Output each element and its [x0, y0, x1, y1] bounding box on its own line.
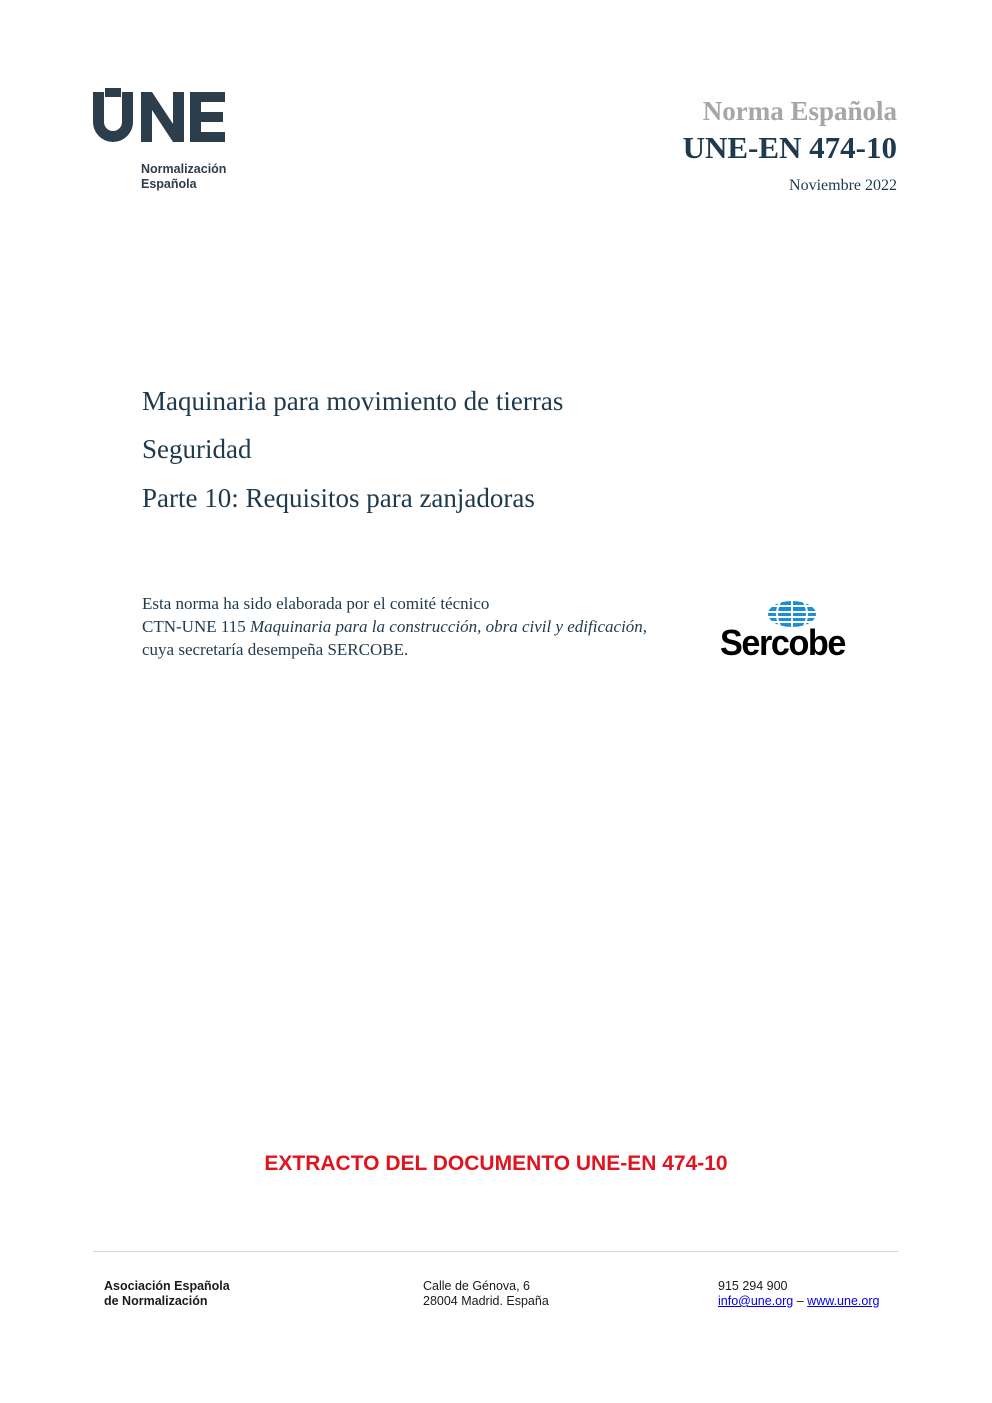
extract-banner: EXTRACTO DEL DOCUMENTO UNE-EN 474-10: [264, 1152, 728, 1175]
logo-subtitle-line1: Normalización: [141, 162, 227, 176]
footer-address: [423, 1279, 549, 1309]
title-line-1: Maquinaria para movimiento de tierras: [142, 386, 564, 416]
footer-phone: 915 294 900: [718, 1279, 788, 1293]
une-logo-mark: [93, 88, 228, 148]
committee-name: Maquinaria para la construcción, obra civil y edificación: [249, 617, 643, 636]
committee-code: CTN-UNE 115: [142, 617, 246, 636]
footer-org-line2: de Normalización: [104, 1294, 208, 1308]
publication-date: Noviembre 2022: [789, 177, 897, 194]
committee-text-1: Esta norma ha sido elaborada por el comité técnico: [142, 594, 490, 613]
title-line-3: Parte 10: Requisitos para zanjadoras: [142, 483, 535, 513]
sercobe-logo: [718, 600, 866, 662]
footer-contact: [718, 1279, 879, 1309]
title-line-2: Seguridad: [142, 434, 252, 464]
standard-code: UNE-EN 474-10: [682, 130, 897, 165]
logo-subtitle: [141, 162, 226, 192]
footer-org-line1: Asociación Española: [104, 1279, 230, 1293]
footer-divider: [93, 1251, 898, 1252]
footer-organization: [104, 1279, 230, 1309]
footer-email-link[interactable]: info@une.org: [718, 1294, 794, 1308]
sercobe-wordmark: Sercobe: [720, 622, 845, 663]
footer-address-line1: Calle de Génova, 6: [423, 1279, 531, 1293]
footer-address-line2: 28004 Madrid. España: [423, 1294, 549, 1308]
une-logo: [93, 88, 243, 198]
footer-web-link[interactable]: www.une.org: [807, 1294, 880, 1308]
committee-text-3: , cuya secretaría desempeña SERCOBE.: [142, 617, 648, 659]
footer-separator: –: [796, 1294, 804, 1308]
committee-paragraph: [142, 592, 662, 661]
logo-subtitle-line2: Española: [141, 177, 197, 191]
standard-kind: Norma Española: [702, 96, 897, 126]
